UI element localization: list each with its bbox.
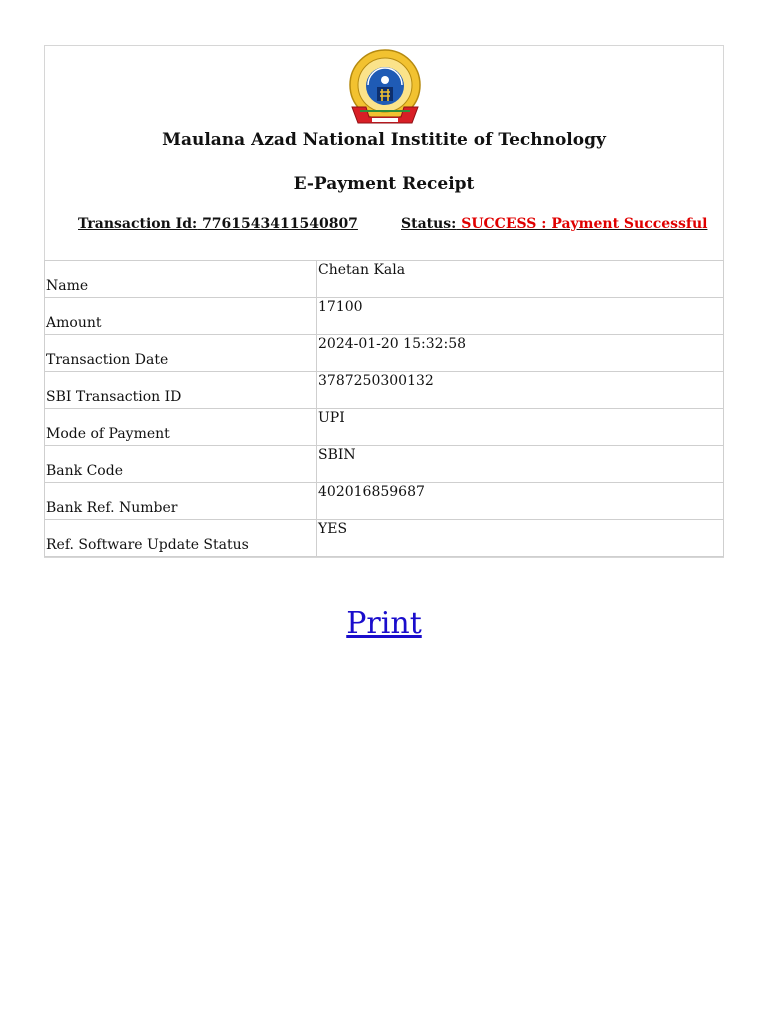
row-value: 2024-01-20 15:32:58 — [317, 335, 724, 372]
payment-receipt — [44, 45, 724, 558]
table-row — [45, 520, 724, 557]
transaction-id — [78, 216, 358, 232]
table-row — [45, 446, 724, 483]
row-value: UPI — [317, 409, 724, 446]
table-row — [45, 409, 724, 446]
receipt-header — [45, 46, 723, 260]
table-row — [45, 298, 724, 335]
row-value: 3787250300132 — [317, 372, 724, 409]
row-label: Bank Code — [45, 446, 317, 483]
table-row — [45, 335, 724, 372]
institute-emblem-icon — [346, 49, 424, 129]
row-value: Chetan Kala — [317, 261, 724, 298]
row-value: 402016859687 — [317, 483, 724, 520]
row-label: Mode of Payment — [45, 409, 317, 446]
row-label: Transaction Date — [45, 335, 317, 372]
transaction-id-value: 7761543411540807 — [202, 216, 358, 232]
row-label: Amount — [45, 298, 317, 335]
payment-status — [401, 216, 707, 232]
table-row — [45, 372, 724, 409]
transaction-id-label: Transaction Id: — [78, 216, 198, 232]
print-link[interactable]: Print — [346, 606, 422, 641]
status-value: SUCCESS : Payment Successful — [461, 216, 708, 232]
institute-name: Maulana Azad National Institite of Technology — [162, 130, 606, 150]
table-row — [45, 483, 724, 520]
row-value: 17100 — [317, 298, 724, 335]
row-label: Name — [45, 261, 317, 298]
status-label: Status: — [401, 216, 457, 232]
row-value: SBIN — [317, 446, 724, 483]
row-value: YES — [317, 520, 724, 557]
row-label: Ref. Software Update Status — [45, 520, 317, 557]
table-row — [45, 261, 724, 298]
payment-details-table — [44, 260, 724, 557]
row-label: Bank Ref. Number — [45, 483, 317, 520]
receipt-title: E-Payment Receipt — [293, 174, 475, 194]
row-label: SBI Transaction ID — [45, 372, 317, 409]
